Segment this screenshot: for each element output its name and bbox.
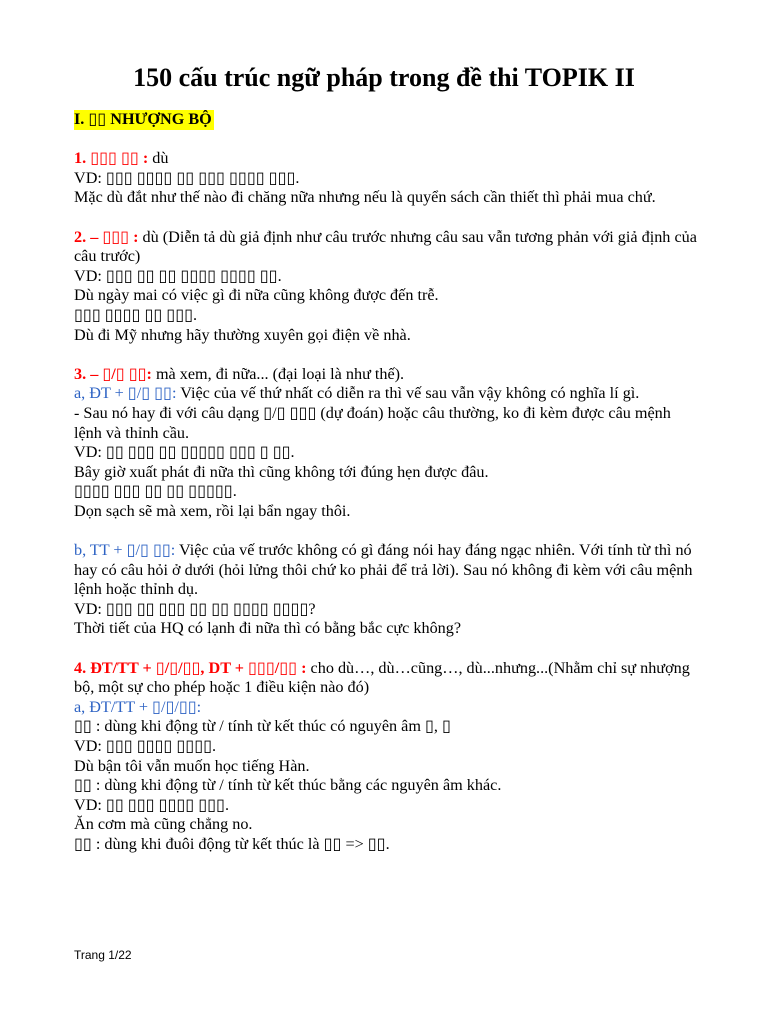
grammar-item-2: [74, 228, 702, 267]
item-heading: 3. – ▯/▯ ▯▯:: [74, 364, 152, 383]
item-meaning: dù: [148, 149, 169, 168]
example-sentence: ▯▯▯▯ ▯▯▯ ▯▯ ▯▯ ▯▯▯▯▯.: [74, 482, 237, 501]
subsection-text: Việc của vế thứ nhất có diễn ra thì vế sau vẫn vậy không có nghĩa lí gì.: [176, 384, 640, 403]
section-heading: I. ▯▯ NHƯỢNG BỘ: [74, 110, 212, 128]
rule-line: ▯▯ : dùng khi động từ / tính từ kết thúc có nguyên âm ▯, ▯: [74, 717, 451, 736]
item-meaning: dù (Diễn tả dù giả định như câu trước nhưng câu sau vẫn tương phản với giả định của câu trước): [74, 227, 697, 266]
item-meaning: cho dù…, dù…cũng…, dù...nhưng...(Nhằm chỉ sự nhượng bộ, một sự cho phép hoặc 1 điều kiện nào đó): [74, 658, 690, 697]
example-sentence: ▯▯▯ ▯▯▯▯ ▯▯ ▯▯▯.: [74, 305, 198, 324]
example-sentence: VD: ▯▯▯ ▯▯▯▯ ▯▯▯▯.: [74, 737, 217, 755]
example-sentence: VD: ▯▯▯ ▯▯ ▯▯▯ ▯▯ ▯▯ ▯▯▯▯ ▯▯▯▯?: [74, 599, 316, 618]
page-title: 150 cấu trúc ngữ pháp trong đề thi TOPIK II: [133, 63, 635, 92]
subsection-label: a, ĐT/TT + ▯/▯/▯▯:: [74, 697, 202, 716]
subsection-b: [74, 541, 702, 600]
translation: Dù ngày mai có việc gì đi nữa cũng không được đến trễ.: [74, 286, 439, 305]
example-sentence: VD: ▯▯▯ ▯▯▯▯ ▯▯ ▯▯▯ ▯▯▯▯ ▯▯▯.: [74, 168, 300, 187]
rule-line: ▯▯ : dùng khi đuôi động từ kết thúc là ▯▯ => ▯▯.: [74, 834, 390, 853]
item-heading: 1. ▯▯▯ ▯▯ :: [74, 149, 149, 168]
item-heading: 2. – ▯▯▯ :: [74, 227, 139, 246]
translation: Dù bận tôi vẫn muốn học tiếng Hàn.: [74, 756, 310, 775]
grammar-item-1: [74, 149, 702, 169]
translation: Mặc dù đắt như thế nào đi chăng nữa nhưng nếu là quyển sách cần thiết thì phải mua chứ.: [74, 188, 656, 207]
translation: Thời tiết của HQ có lạnh đi nữa thì có bằng bắc cực không?: [74, 619, 462, 638]
example-sentence: VD: ▯▯ ▯▯▯ ▯▯▯▯ ▯▯▯.: [74, 795, 230, 814]
example-sentence: VD: ▯▯▯ ▯▯ ▯▯ ▯▯▯▯ ▯▯▯▯ ▯▯.: [74, 266, 282, 285]
subsection-label: b, TT + ▯/▯ ▯▯:: [74, 541, 176, 560]
item-heading: 4. ĐT/TT + ▯/▯/▯▯, DT + ▯▯▯/▯▯ :: [74, 658, 307, 677]
grammar-item-3: [74, 365, 702, 385]
translation: Ăn cơm mà cũng chẳng no.: [74, 815, 253, 834]
example-sentence: VD: ▯▯ ▯▯▯ ▯▯ ▯▯▯▯▯ ▯▯▯ ▯ ▯▯.: [74, 443, 295, 462]
translation: Dù đi Mỹ nhưng hãy thường xuyên gọi điện về nhà.: [74, 325, 411, 344]
subsection-text: Việc của vế trước không có gì đáng nói hay đáng ngạc nhiên. Với tính từ thì nó hay có câu hỏi ở dưới (hỏi lửng thôi chứ ko phải để trả lời). Sau nó không đi kèm với câu mệnh lệnh hoặc thỉnh dụ.: [74, 541, 693, 599]
rule-line: ▯▯ : dùng khi động từ / tính từ kết thúc bằng các nguyên âm khác.: [74, 776, 502, 795]
document-body: [74, 110, 702, 855]
page-number: Trang 1/22: [74, 948, 132, 962]
grammar-item-4: [74, 659, 702, 698]
usage-note: - Sau nó hay đi với câu dạng ▯/▯ ▯▯▯ (dự đoán) hoặc câu thường, ko đi kèm được câu mệnh lệnh và thỉnh cầu.: [74, 403, 671, 442]
translation: Dọn sạch sẽ mà xem, rồi lại bẩn ngay thôi.: [74, 501, 351, 520]
translation: Bây giờ xuất phát đi nữa thì cũng không tới đúng hẹn được đâu.: [74, 462, 489, 481]
subsection-a: [74, 384, 702, 404]
item-meaning: mà xem, đi nữa... (đại loại là như thế).: [151, 364, 405, 383]
subsection-label: a, ĐT + ▯/▯ ▯▯:: [74, 384, 177, 403]
